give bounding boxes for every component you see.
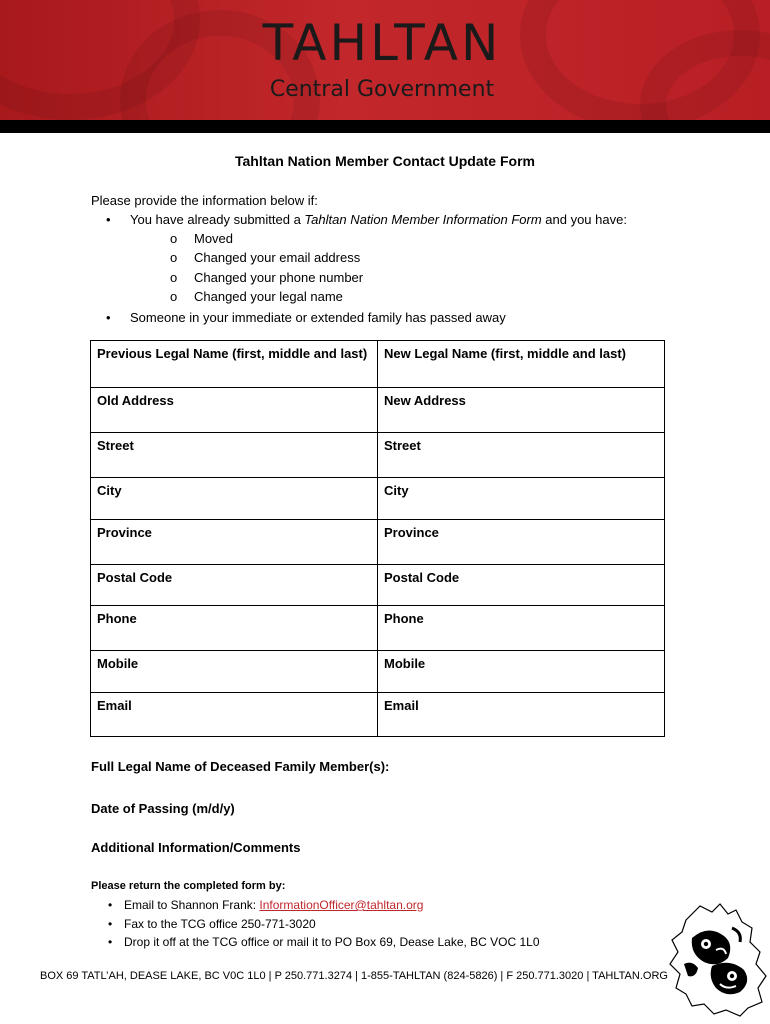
new-street-field[interactable]: Street — [378, 433, 665, 478]
old-email-field[interactable]: Email — [91, 693, 378, 737]
header-banner — [0, 0, 770, 120]
form-name-emphasis: Tahltan Nation Member Information Form — [304, 212, 542, 227]
sub-item-phone: o Changed your phone number — [170, 268, 627, 287]
information-officer-email-link[interactable]: InformationOfficer@tahltan.org — [259, 898, 424, 912]
new-province-field[interactable]: Province — [378, 520, 665, 565]
new-address-field[interactable]: New Address — [378, 388, 665, 433]
bullet-submitted-form: • You have already submitted a Tahltan Nation Member Information Form and you have: o Moved o Changed your email address o Changed your phone number o Changed your legal name — [106, 210, 627, 306]
new-legal-name-field[interactable]: New Legal Name (first, middle and last) — [378, 341, 665, 388]
old-phone-field[interactable]: Phone — [91, 606, 378, 651]
intro-text: Please provide the information below if: — [91, 193, 318, 208]
table-row — [91, 388, 665, 433]
new-email-field[interactable]: Email — [378, 693, 665, 737]
return-by-fax: • Fax to the TCG office 250-771-3020 — [108, 915, 540, 934]
table-row — [91, 606, 665, 651]
change-sub-list — [170, 229, 627, 306]
new-city-field[interactable]: City — [378, 478, 665, 520]
tahltan-territory-emblem-icon — [662, 898, 770, 1018]
table-row — [91, 520, 665, 565]
old-city-field[interactable]: City — [91, 478, 378, 520]
new-phone-field[interactable]: Phone — [378, 606, 665, 651]
return-methods-list — [108, 896, 540, 952]
page-title: Tahltan Nation Member Contact Update Form — [235, 153, 535, 169]
table-row — [91, 651, 665, 693]
old-street-field[interactable]: Street — [91, 433, 378, 478]
sub-item-email: o Changed your email address — [170, 248, 627, 267]
old-postal-code-field[interactable]: Postal Code — [91, 565, 378, 606]
new-mobile-field[interactable]: Mobile — [378, 651, 665, 693]
return-by-email: • Email to Shannon Frank: InformationOfficer@tahltan.org — [108, 896, 540, 915]
new-postal-code-field[interactable]: Postal Code — [378, 565, 665, 606]
return-by-mail: • Drop it off at the TCG office or mail it to PO Box 69, Dease Lake, BC VOC 1L0 — [108, 933, 540, 952]
table-row — [91, 565, 665, 606]
table-row — [91, 693, 665, 737]
old-address-field[interactable]: Old Address — [91, 388, 378, 433]
logo-subtitle: Central Government — [269, 77, 495, 102]
deceased-name-label: Full Legal Name of Deceased Family Member(s): — [91, 759, 390, 774]
return-instructions-title: Please return the completed form by: — [91, 880, 286, 892]
header-rule — [0, 120, 770, 133]
additional-comments-label: Additional Information/Comments — [91, 840, 301, 855]
tahltan-logo — [252, 14, 512, 109]
table-row — [91, 433, 665, 478]
sub-item-legal-name: o Changed your legal name — [170, 287, 627, 306]
previous-legal-name-field[interactable]: Previous Legal Name (first, middle and last) — [91, 341, 378, 388]
footer-contact-line: BOX 69 TATL’AH, DEASE LAKE, BC V0C 1L0 | P 250.771.3274 | 1-855-TAHLTAN (824-5826) | F 250.771.3020 | TAHLTAN.ORG — [40, 970, 668, 982]
sub-item-moved: o Moved — [170, 229, 627, 248]
date-of-passing-label: Date of Passing (m/d/y) — [91, 801, 235, 816]
table-row — [91, 478, 665, 520]
intro-bullet-list — [106, 210, 627, 327]
contact-update-table — [90, 340, 665, 737]
logo-wordmark: TAHLTAN — [262, 14, 502, 72]
table-row — [91, 341, 665, 388]
bullet-family-passed: • Someone in your immediate or extended family has passed away — [106, 308, 627, 327]
old-mobile-field[interactable]: Mobile — [91, 651, 378, 693]
old-province-field[interactable]: Province — [91, 520, 378, 565]
